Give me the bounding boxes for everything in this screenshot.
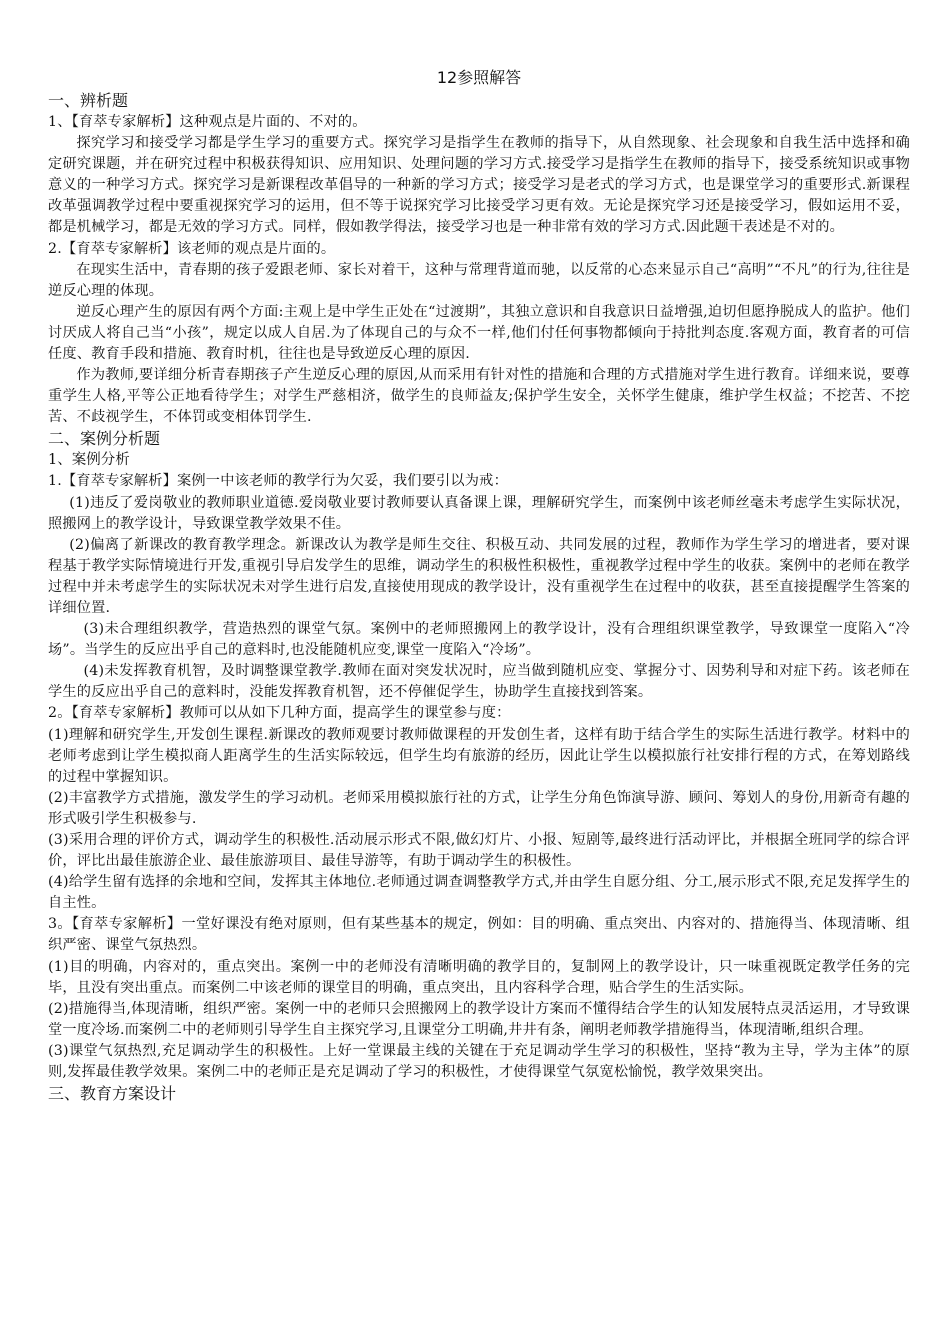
q2-paragraph-3: 作为教师,要详细分析青春期孩子产生逆反心理的原因,从而采用有针对性的措施和合理的方式措施对学生进行教育。详细来说，要尊重学生人格,平等公正地看待学生；对学生严慈相济，做学生的良师益友;保护学生安全，关怀学生健康，维护学生权益；不挖苦、不挖苦、不歧视学生，不体罚或变相体罚学生. xyxy=(48,367,910,426)
q2-paragraph-1: 在现实生活中，青春期的孩子爱跟老师、家长对着干，这种与常理背道而驰，以反常的心态来显示自己“高明”“不凡”的行为,往往是逆反心理的体现。 xyxy=(48,261,910,299)
case2-paragraph-3: (3)采用合理的评价方式，调动学生的积极性.活动展示形式不限,做幻灯片、小报、短剧等,最终进行活动评比，并根据全班同学的综合评价，评比出最佳旅游企业、最佳旅游项目、最佳导游等，有助于调动学生的积极性。 xyxy=(48,832,910,870)
case3-paragraph-1: (1)目的明确，内容对的，重点突出。案例一中的老师没有清晰明确的教学目的，复制网上的教学设计，只一味重视既定教学任务的完毕，且没有突出重点。而案例二中该老师的课堂目的明确，重点突出，且内容科学合理，贴合学生的生活实际。 xyxy=(48,958,910,996)
case1-paragraph-1: (1)违反了爱岗敬业的教师职业道德.爱岗敬业要讨教师要认真备课上课，理解研究学生，而案例中该老师丝毫未考虑学生实际状况，照搬网上的教学设计，导致课堂教学效果不佳。 xyxy=(48,494,910,532)
q2-paragraph-2: 逆反心理产生的原因有两个方面:主观上是中学生正处在“过渡期”，其独立意识和自我意识日益增强,迫切但愿挣脱成人的监护。他们讨厌成人将自己当“小孩”，规定以成人自居.为了体现自己的与众不一样,他们付任何事物都倾向于持批判态度.客观方面，教育者的可信任度、教育手段和措施、教育时机，往往也是导致逆反心理的原因. xyxy=(48,303,910,363)
case1-paragraph-4: (4)未发挥教育机智，及时调整课堂教学.教师在面对突发状况时，应当做到随机应变、掌握分寸、因势利导和对症下药。该老师在学生的反应出乎自己的意料时，没能发挥教育机智，还不停催促学生，协助学生直接找到答案。 xyxy=(48,663,910,701)
case2-heading: 2。【育萃专家解析】教师可以从如下几种方面，提高学生的课堂参与度： xyxy=(48,705,511,722)
case2-paragraph-2: (2)丰富教学方式措施，激发学生的学习动机。老师采用模拟旅行社的方式，让学生分角色饰演导游、顾问、筹划人的身份,用新奇有趣的形式吸引学生积极参与. xyxy=(48,789,910,827)
case3-heading: 3。【育萃专家解析】一堂好课没有绝对原则，但有某些基本的规定，例如：目的明确、重点突出、内容对的、措施得当、体现清晰、组织严密、课堂气氛热烈。 xyxy=(48,916,910,954)
case1-heading: 1.【育萃专家解析】案例一中该老师的教学行为欠妥，我们要引以为戒： xyxy=(48,473,508,490)
section-3-heading: 三、教育方案设计 xyxy=(48,1084,177,1104)
case2-paragraph-4: (4)给学生留有选择的余地和空间，发挥其主体地位.老师通过调查调整教学方式,并由学生自愿分组、分工,展示形式不限,充足发挥学生的自主性。 xyxy=(48,874,910,912)
section-2-heading: 二、案例分析题 xyxy=(48,429,161,449)
page-title: 12参照解答 xyxy=(436,68,522,87)
q1-paragraph-1: 探究学习和接受学习都是学生学习的重要方式。探究学习是指学生在教师的指导下，从自然现象、社会现象和自我生活中选择和确定研究课题，并在研究过程中积极获得知识、应用知识、处理问题的学习方式.接受学习是指学生在教师的指导下，接受系统知识或事物意义的一种学习方式。探究学习是新课程改革倡导的一种新的学习方式；接受学习是老式的学习方式，也是课堂学习的重要形式.新课程改革强调教学过程中要重视探究学习的运用，但不等于说探究学习比接受学习更有效。无论是探究学习还是接受学习，假如运用不妥，都是机械学习，都是无效的学习方式。同样，假如教学得法，接受学习也是一种非常有效的学习方式.因此题干表述是不对的。 xyxy=(48,135,910,236)
document-page xyxy=(48,68,910,1105)
section-2-subheading: 1、案例分析 xyxy=(48,452,130,469)
case3-paragraph-2: (2)措施得当,体现清晰，组织严密。案例一中的老师只会照搬网上的教学设计方案而不懂得结合学生的认知发展特点灵活运用，才导致课堂一度冷场.而案例二中的老师则引导学生自主探究学习,且课堂分工明确,井井有条，阐明老师教学措施得当，体现清晰,组织合理。 xyxy=(48,1000,910,1038)
section-1-heading: 一、辨析题 xyxy=(48,91,129,110)
q2-heading: 2.【育萃专家解析】该老师的观点是片面的。 xyxy=(48,240,336,257)
case1-paragraph-3: (3)未合理组织教学，营造热烈的课堂气氛。案例中的老师照搬网上的教学设计，没有合理组织课堂教学，导致课堂一度陷入“冷场”。当学生的反应出乎自己的意料时,也没能随机应变,课堂一度陷入“冷场”。 xyxy=(48,621,910,659)
case2-paragraph-1: (1)理解和研究学生,开发创生课程.新课改的教师观要讨教师做课程的开发创生者，这样有助于结合学生的实际生活进行教学。材料中的老师考虑到让学生模拟商人距离学生的生活实际较远，但学生均有旅游的经历，因此让学生以模拟旅行社安排行程的方式，在筹划路线的过程中掌握知识。 xyxy=(48,726,910,785)
case1-paragraph-2: (2)偏离了新课改的教育教学理念。新课改认为教学是师生交往、积极互动、共同发展的过程，教师作为学生学习的增进者，要对课程基于教学实际情境进行开发,重视引导启发学生的思维，调动学生的积极性积极性，重视教学过程中学生的收获。案例中的老师在教学过程中并未考虑学生的实际状况未对学生进行启发,直接使用现成的教学设计，没有重视学生在过程中的收获，甚至直接提醒学生答案的详细位置. xyxy=(48,536,910,616)
q1-heading: 1、【育萃专家解析】这种观点是片面的、不对的。 xyxy=(48,114,367,130)
case3-paragraph-3: (3)课堂气氛热烈,充足调动学生的积极性。上好一堂课最主线的关键在于充足调动学生学习的积极性，坚持“教为主导，学为主体”的原则,发挥最佳教学效果。案例二中的老师正是充足调动了学习的积极性，才使得课堂气氛宽松愉悦，教学效果突出。 xyxy=(48,1042,910,1081)
